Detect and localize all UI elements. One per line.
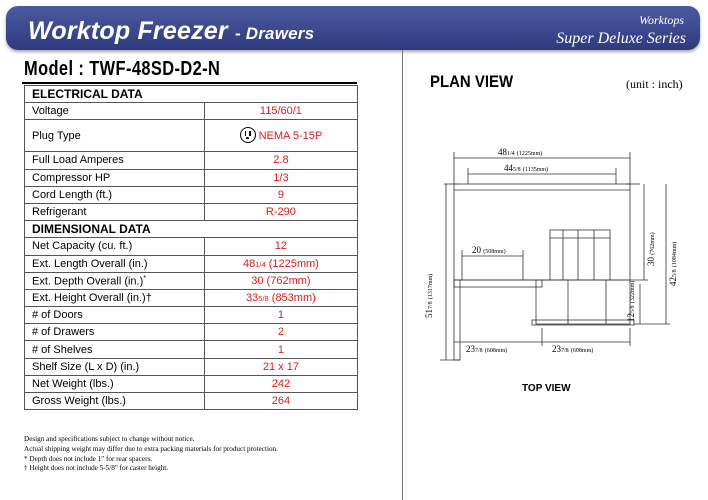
dim-overall-length: 481/4 (1225mm): [498, 147, 543, 157]
row-label: # of Drawers: [25, 324, 205, 341]
table-row: [25, 103, 358, 120]
plug-icon: [240, 127, 256, 143]
note-line: Actual shipping weight may differ due to extra packing materials for product protection.: [24, 444, 278, 453]
table-row: [25, 341, 358, 358]
value-mm: (1225mm): [268, 257, 319, 270]
row-label: Plug Type: [25, 120, 205, 152]
drawer-outline: [536, 280, 630, 324]
row-label: Compressor HP: [25, 169, 205, 186]
row-label: Net Capacity (cu. ft.): [25, 238, 205, 255]
dim-depth: 30 (762mm): [646, 232, 656, 266]
door-panel: [454, 280, 460, 360]
table-row: [25, 152, 358, 169]
dim-shelf: 20 (508mm): [472, 245, 506, 255]
row-label: [25, 272, 205, 289]
row-label: Voltage: [25, 103, 205, 120]
row-value: 30 (762mm): [204, 272, 357, 289]
footnote-mark: *: [143, 273, 147, 283]
section-header-dimensional: [25, 221, 358, 238]
electrical-heading: ELECTRICAL DATA: [25, 86, 358, 103]
model-underline: [22, 82, 357, 84]
row-value: 21 x 17: [204, 358, 357, 375]
row-value: 1: [204, 307, 357, 324]
column-divider: [402, 50, 403, 500]
footnotes: [24, 435, 278, 474]
value-fraction: 1/4: [255, 259, 266, 269]
note-line: * Depth does not include 1" for rear spacers.: [24, 454, 153, 463]
row-label: # of Doors: [25, 307, 205, 324]
model-title: Model : TWF-48SD-D2-N: [24, 58, 221, 80]
row-label: Cord Length (ft.): [25, 186, 205, 203]
table-row: [25, 393, 358, 410]
row-label: Refrigerant: [25, 203, 205, 220]
table-row: [25, 120, 358, 152]
value-mm: (853mm): [271, 291, 316, 304]
value-fraction: 5/8: [258, 293, 269, 303]
row-label: # of Shelves: [25, 341, 205, 358]
row-value: 115/60/1: [204, 103, 357, 120]
row-value: 12: [204, 238, 357, 255]
value-whole: 48: [242, 257, 256, 270]
table-row: [25, 272, 358, 289]
row-value: 2.8: [204, 152, 357, 169]
table-row: [25, 375, 358, 392]
table-row: [25, 255, 358, 272]
plug-type-value: NEMA 5-15P: [258, 129, 323, 142]
product-title: [28, 17, 314, 46]
table-row: [25, 169, 358, 186]
series-label: Worktops: [639, 13, 684, 27]
row-value: 9: [204, 186, 357, 203]
row-label: Full Load Amperes: [25, 152, 205, 169]
series-name: Super Deluxe Series: [556, 30, 686, 47]
label-text: Ext. Height Overall (in.): [32, 291, 146, 304]
row-label: Net Weight (lbs.): [25, 375, 205, 392]
table-row: [25, 307, 358, 324]
row-value: 1/3: [204, 169, 357, 186]
top-view-caption: TOP VIEW: [522, 383, 571, 394]
row-value: 2: [204, 324, 357, 341]
note-line: Design and specifications subject to change without notice.: [24, 435, 195, 443]
row-label: [25, 289, 205, 306]
unit-label: (unit : inch): [626, 77, 683, 91]
label-text: Ext. Depth Overall (in.): [32, 276, 144, 289]
row-value: R-290: [204, 203, 357, 220]
dimensional-heading: DIMENSIONAL DATA: [25, 221, 358, 238]
dim-left-segment: 237/8 (608mm): [466, 344, 508, 354]
table-row: [25, 238, 358, 255]
row-label: Ext. Length Overall (in.): [25, 255, 205, 272]
row-value: [204, 120, 357, 152]
dim-door-open: 517/8 (1317mm): [424, 273, 434, 318]
row-label: Shelf Size (L x D) (in.): [25, 358, 205, 375]
row-value: 1: [204, 341, 357, 358]
dim-right-segment: 237/8 (608mm): [552, 344, 594, 354]
table-row: [25, 358, 358, 375]
plan-view-title: PLAN VIEW: [430, 72, 514, 91]
note-line: † Height does not include 5-5/8" for caster height.: [24, 464, 169, 473]
footnote-mark: †: [145, 291, 152, 304]
spec-table: [24, 85, 358, 410]
header-banner: [6, 6, 700, 50]
row-value: 264: [204, 393, 357, 410]
title-main: Worktop Freezer: [28, 17, 228, 45]
dim-drawer: 125/8 (322mm): [626, 280, 636, 322]
row-value: 242: [204, 375, 357, 392]
title-sub: - Drawers: [234, 24, 315, 43]
table-row: [25, 186, 358, 203]
table-row: [25, 203, 358, 220]
row-value: [204, 289, 357, 306]
table-row: [25, 289, 358, 306]
value-whole: 33: [246, 291, 259, 304]
table-row: [25, 324, 358, 341]
section-header-electrical: [25, 86, 358, 103]
dim-inner-length: 445/8 (1135mm): [504, 163, 549, 173]
dim-total-depth: 425/8 (1084mm): [668, 241, 678, 286]
cabinet-outline: [454, 184, 630, 280]
top-view-drawing: [418, 138, 700, 378]
row-label: Gross Weight (lbs.): [25, 393, 205, 410]
row-value: [204, 255, 357, 272]
